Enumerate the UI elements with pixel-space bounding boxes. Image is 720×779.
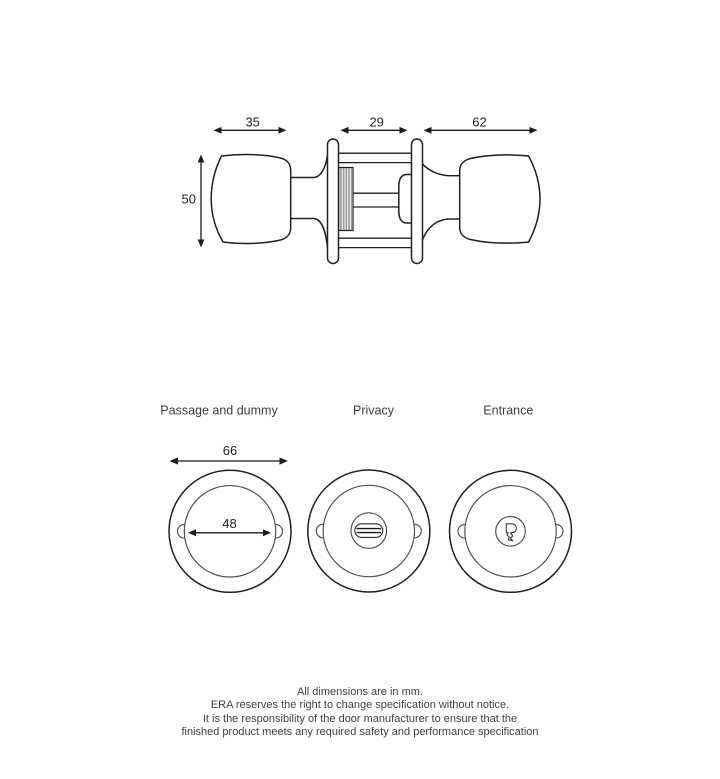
dim-knob-left-width xyxy=(214,115,287,134)
side-view-diagram xyxy=(182,115,540,264)
thumbturn-slot xyxy=(355,524,383,538)
arrowhead-left-icon xyxy=(188,529,196,536)
dim-label-29: 29 xyxy=(369,114,384,130)
fixing-lug-left xyxy=(458,525,465,539)
arrowhead-right-icon xyxy=(400,127,408,134)
thumbturn xyxy=(351,513,387,549)
dim-rose-inner xyxy=(188,516,271,536)
latch-hub-hatched xyxy=(339,168,354,231)
fixing-lug-right xyxy=(276,525,283,539)
dim-label-48: 48 xyxy=(222,516,237,532)
knob-right xyxy=(460,155,540,243)
rose-plate-left xyxy=(328,139,339,264)
knob-left xyxy=(211,155,291,244)
arrowhead-right-icon xyxy=(280,457,289,464)
neck-left xyxy=(291,178,314,219)
cylinder xyxy=(496,517,526,547)
fixing-lug-right xyxy=(556,525,563,539)
arrowhead-right-icon xyxy=(263,529,271,536)
rose-label-passage: Passage and dummy xyxy=(160,403,278,418)
arrowhead-down-icon xyxy=(198,240,205,248)
arrowhead-left-icon xyxy=(170,457,179,464)
hub-right xyxy=(399,175,412,224)
rose-privacy xyxy=(308,470,430,592)
footer-notes xyxy=(0,686,720,740)
rose-outer-circle xyxy=(169,470,291,592)
rose-inner-circle xyxy=(323,485,414,576)
dim-knob-height xyxy=(182,155,205,248)
dim-rose-outer xyxy=(170,443,289,465)
rose-plate-right xyxy=(412,139,423,264)
rose-inner-circle xyxy=(465,486,556,577)
footer-line: All dimensions are in mm. xyxy=(297,686,423,698)
rose-label-privacy: Privacy xyxy=(353,403,394,418)
dim-label-66: 66 xyxy=(222,443,238,458)
rose-inner-circle xyxy=(184,486,275,577)
dim-label-62: 62 xyxy=(472,114,487,130)
dim-label-50: 50 xyxy=(181,191,196,207)
rose-views xyxy=(160,404,571,593)
fixing-lug-right xyxy=(415,524,422,538)
flare-left xyxy=(314,155,328,250)
footer-line: ERA reserves the right to change specification without notice. xyxy=(210,699,510,712)
arrowhead-up-icon xyxy=(198,155,205,163)
keyway-icon xyxy=(506,524,516,541)
rose-outer-circle xyxy=(450,470,572,592)
arrowhead-left-icon xyxy=(341,127,349,134)
fixing-lug-left xyxy=(316,524,323,538)
arrowhead-left-icon xyxy=(424,127,432,134)
dim-knob-right-width xyxy=(424,115,538,134)
neck-right xyxy=(450,176,460,219)
arrowhead-left-icon xyxy=(214,127,222,134)
rose-outer-circle xyxy=(308,470,430,592)
spindle xyxy=(353,193,401,207)
fixing-lug-left xyxy=(178,525,185,539)
arrowhead-right-icon xyxy=(530,127,538,134)
dim-chassis-width xyxy=(341,115,408,134)
rose-passage xyxy=(169,470,291,592)
arrowhead-right-icon xyxy=(279,127,287,134)
footer-line: finished product meets any required safety and performance specification xyxy=(181,726,539,739)
flare-right xyxy=(422,164,450,241)
rose-label-entrance: Entrance xyxy=(483,403,534,418)
rose-entrance xyxy=(450,470,572,592)
dim-label-35: 35 xyxy=(245,114,260,130)
footer-line: It is the responsibility of the door manufacturer to ensure that the xyxy=(202,712,518,725)
